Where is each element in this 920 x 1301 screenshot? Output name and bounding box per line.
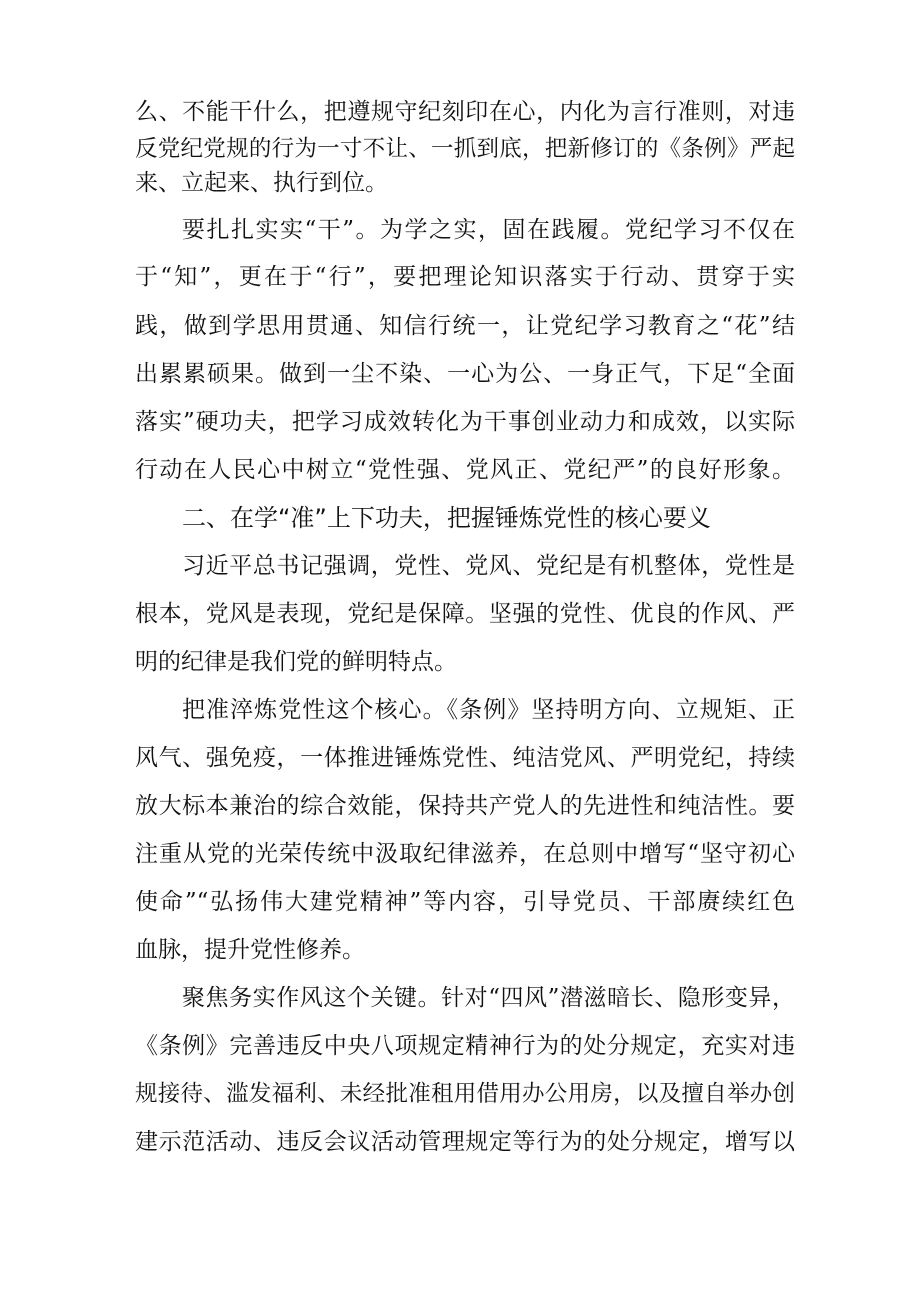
paragraph-line: 来、立起来、执行到位。 — [135, 170, 388, 196]
paragraph-line: 放大标本兼治的综合效能，保持共产党人的先进性和纯洁性。要 — [135, 793, 795, 819]
paragraph-line: 把准淬炼党性这个核心。《条例》坚持明方向、立规矩、正 — [182, 697, 795, 723]
paragraph-line: 落实”硬功夫，把学习成效转化为干事创业动力和成效，以实际 — [135, 409, 795, 435]
paragraph-line: 规接待、滥发福利、未经批准租用借用办公用房，以及擅自举办创 — [135, 1081, 795, 1107]
paragraph-line: 践，做到学思用贯通、知信行统一，让党纪学习教育之“花”结 — [135, 313, 795, 339]
paragraph-line: 注重从党的光荣传统中汲取纪律滋养，在总则中增写“坚守初心 — [135, 841, 795, 867]
paragraph-line: 行动在人民心中树立“党性强、党风正、党纪严”的良好形象。 — [135, 457, 795, 483]
paragraph-line: 聚焦务实作风这个关键。针对“四风”潜滋暗长、隐形变异， — [182, 985, 795, 1011]
paragraph-line: 么、不能干什么，把遵规守纪刻印在心，内化为言行准则，对违 — [135, 99, 795, 125]
paragraph-line: 《条例》完善违反中央八项规定精神行为的处分规定，充实对违 — [135, 1033, 795, 1059]
paragraph-line: 风气、强免疫，一体推进锤炼党性、纯洁党风、严明党纪，持续 — [135, 745, 795, 771]
paragraph-line: 出累累硕果。做到一尘不染、一心为公、一身正气，下足“全面 — [135, 361, 795, 387]
paragraph-line: 于“知”，更在于“行”，要把理论知识落实于行动、贯穿于实 — [135, 264, 795, 290]
paragraph-line: 反党纪党规的行为一寸不让、一抓到底，把新修订的《条例》严起 — [135, 136, 795, 162]
paragraph-line: 要扎扎实实“干”。为学之实，固在践履。党纪学习不仅在 — [182, 217, 795, 243]
paragraph-line: 习近平总书记强调，党性、党风、党纪是有机整体，党性是 — [182, 553, 795, 579]
paragraph-line: 使命”“弘扬伟大建党精神”等内容，引导党员、干部赓续红色 — [135, 889, 795, 915]
paragraph-line: 根本，党风是表现，党纪是保障。坚强的党性、优良的作风、严 — [135, 601, 795, 627]
section-heading: 二、在学“准”上下功夫，把握锤炼党性的核心要义 — [182, 504, 711, 532]
paragraph-line: 血脉，提升党性修养。 — [135, 937, 365, 963]
paragraph-line: 明的纪律是我们党的鲜明特点。 — [135, 649, 457, 675]
paragraph-line: 建示范活动、违反会议活动管理规定等行为的处分规定，增写以 — [135, 1129, 795, 1155]
